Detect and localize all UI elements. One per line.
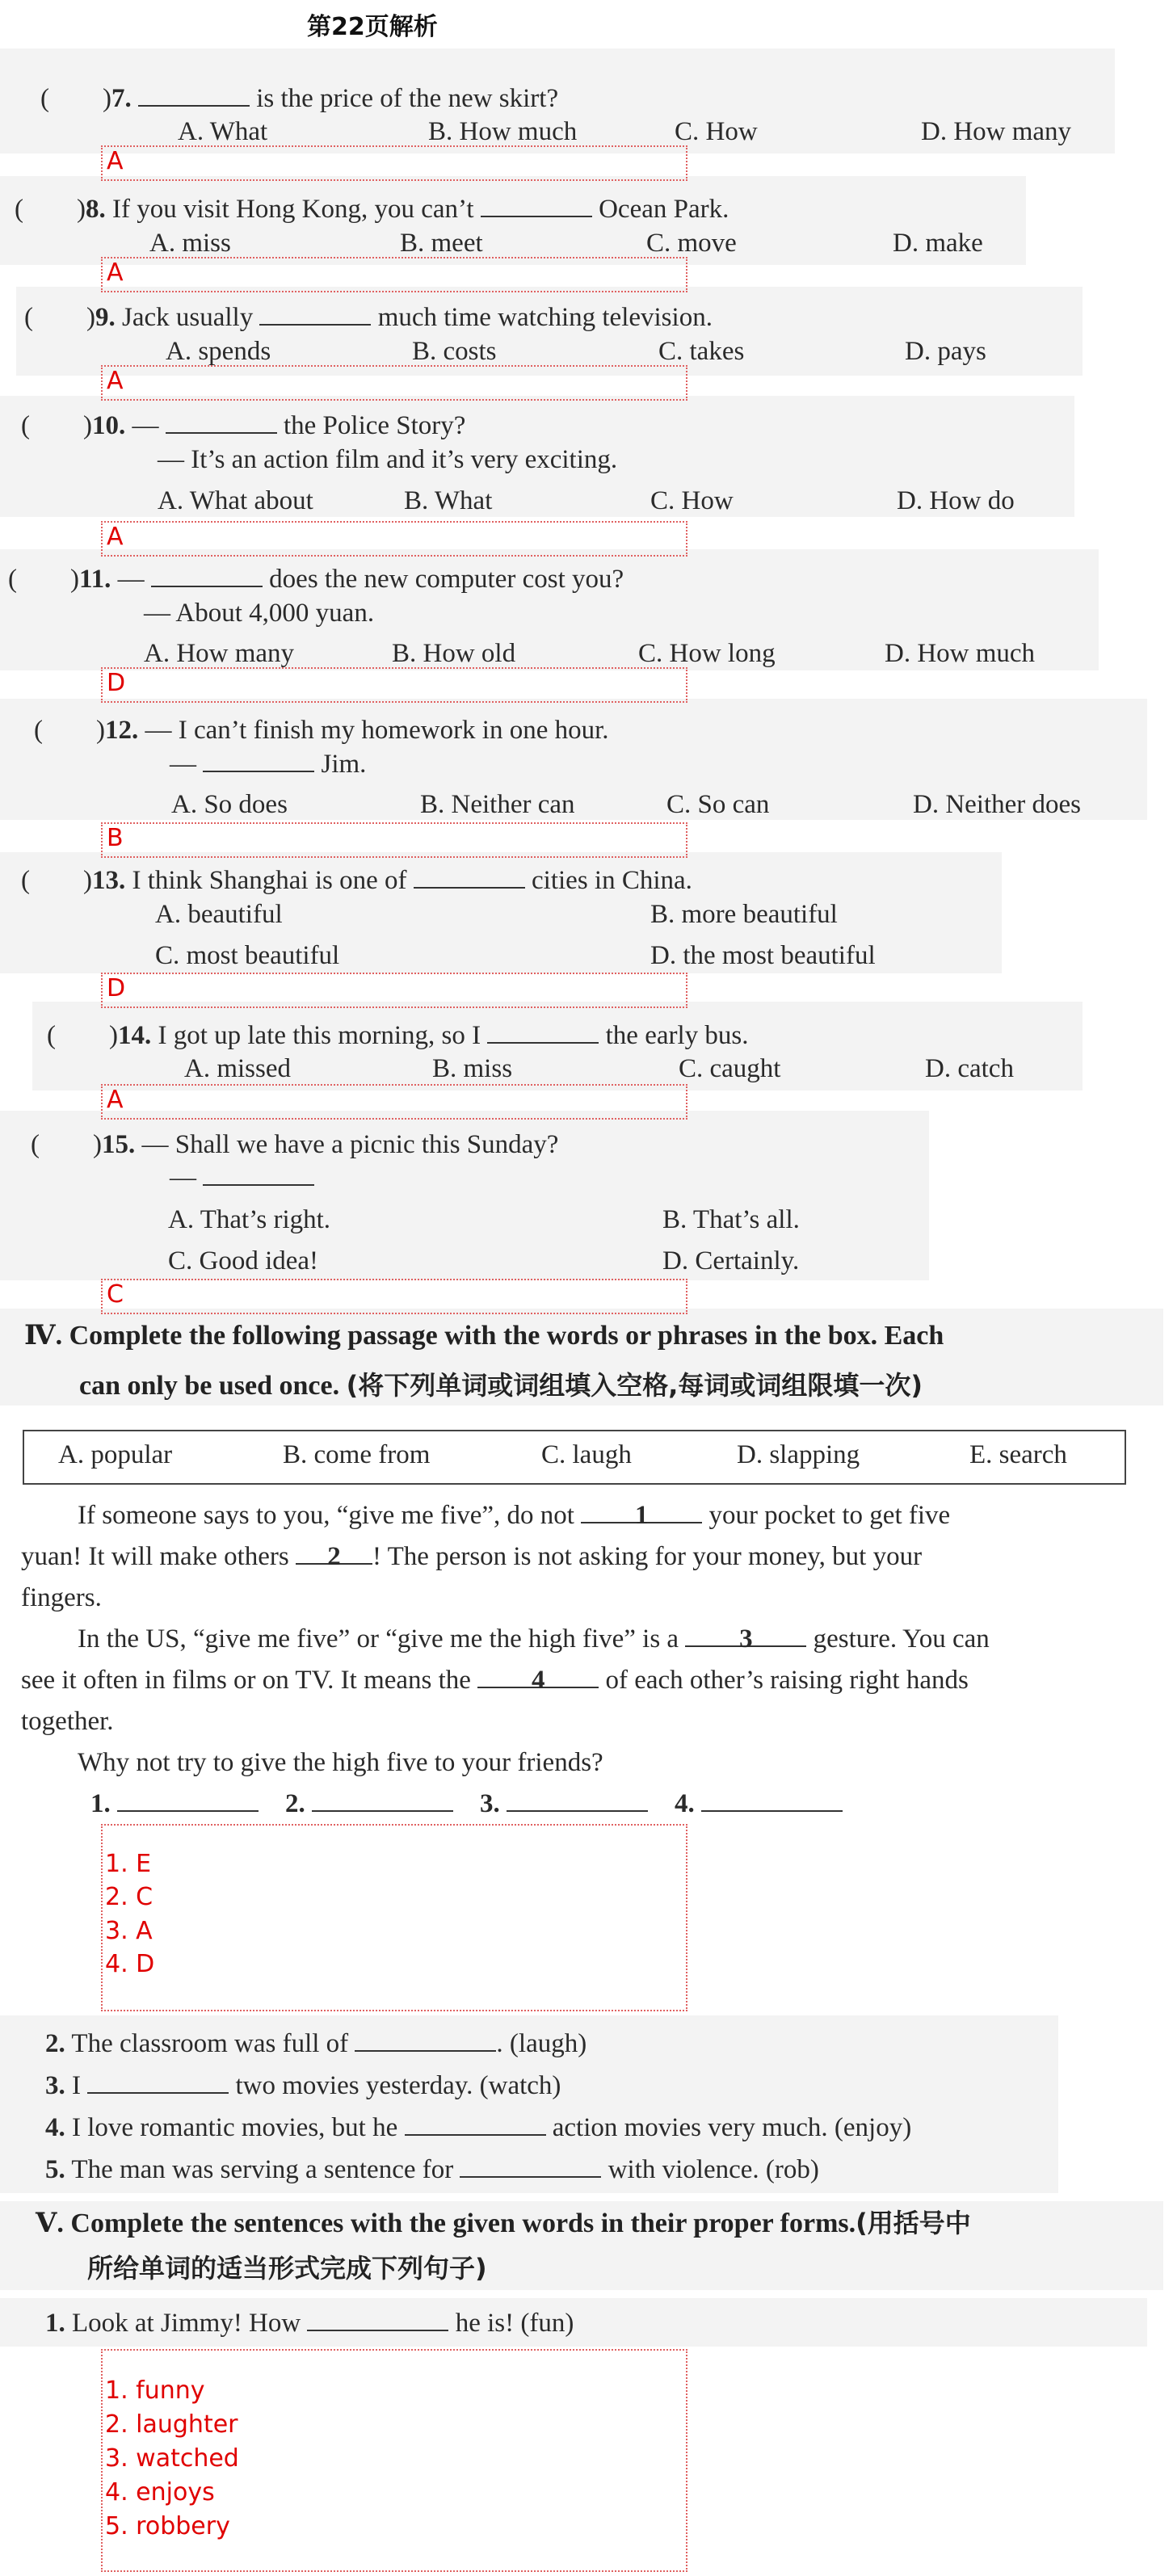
- passage-line: Why not try to give the high five to your friends?: [78, 1748, 603, 1777]
- question-stem: the early bus.: [605, 1021, 749, 1050]
- option: B. more beautiful: [650, 900, 838, 929]
- option: D. Certainly.: [662, 1246, 800, 1275]
- passage-text: ! The person is not asking for your money, but your: [372, 1542, 923, 1571]
- answer-box: [101, 1279, 687, 1314]
- answer-blank: [203, 1163, 314, 1186]
- question-number: 10: [91, 411, 119, 440]
- option: C. Good idea!: [168, 1246, 319, 1275]
- section-heading-cn: (用括号中: [856, 2208, 971, 2238]
- blank-number: 2: [327, 1542, 341, 1571]
- option: C. takes: [658, 337, 745, 366]
- question-stem-pre: I got up late this morning, so I: [158, 1021, 481, 1050]
- option: C. How long: [638, 639, 776, 668]
- option: C. most beautiful: [155, 941, 340, 970]
- answer-text: A: [107, 523, 124, 551]
- blank-number: 4: [531, 1666, 545, 1695]
- item-text: two movies yesterday. (watch): [235, 2071, 561, 2100]
- answer-box: [101, 667, 687, 703]
- answer-text: 5. robbery: [105, 2512, 230, 2540]
- question-11: ( )11. — does the new computer cost you?: [8, 565, 624, 594]
- question-number: 11: [78, 565, 105, 594]
- passage-line: [78, 1501, 950, 1531]
- option: B. That’s all.: [662, 1205, 800, 1234]
- option: A. miss: [149, 229, 231, 258]
- section-numeral: Ⅳ.: [24, 1321, 63, 1351]
- question-number: 13: [91, 866, 119, 895]
- question-number: 15: [101, 1130, 128, 1159]
- question-stem: — Shall we have a picnic this Sunday?: [141, 1130, 559, 1159]
- answer-blank: [481, 195, 592, 217]
- answer-box: [101, 145, 687, 181]
- question-12: ( )12. — I can’t finish my homework in one hour.: [34, 716, 609, 745]
- page-title: 第22页解析: [307, 13, 438, 41]
- question-number: 14: [117, 1021, 145, 1050]
- option: B. meet: [400, 229, 483, 258]
- question-stem: does the new computer cost you?: [269, 565, 624, 594]
- answer-text: 4. enjoys: [105, 2478, 215, 2507]
- sentence-item: [45, 2309, 574, 2339]
- option: C. move: [646, 229, 737, 258]
- answer-text: 2. C: [105, 1883, 153, 1911]
- answer-blank: [87, 2071, 229, 2094]
- answer-box: [101, 257, 687, 292]
- passage-line: [21, 1666, 969, 1696]
- word-box-item: D. slapping: [737, 1440, 860, 1469]
- question-reply-line: — Jim.: [170, 750, 367, 779]
- passage-line: [78, 1624, 990, 1654]
- paren: ( ): [21, 411, 92, 440]
- question-stem: cities in China.: [532, 866, 692, 895]
- answer-box: [101, 521, 687, 557]
- answer-text: 2. laughter: [105, 2410, 238, 2439]
- answer-box: [101, 973, 687, 1008]
- word-box-item: B. come from: [283, 1440, 431, 1469]
- question-15: ( )15. — Shall we have a picnic this Sunday?: [31, 1130, 559, 1159]
- paren: ( ): [40, 84, 111, 113]
- option: C. So can: [666, 790, 770, 819]
- word-box-item: E. search: [969, 1440, 1067, 1469]
- option: A. So does: [171, 790, 288, 819]
- passage-text: your pocket to get five: [708, 1501, 951, 1530]
- option: D. pays: [905, 337, 986, 366]
- answer-blank: [507, 1789, 648, 1812]
- option: B. Neither can: [420, 790, 575, 819]
- passage-line: together.: [21, 1707, 114, 1736]
- word-box-item: C. laugh: [541, 1440, 632, 1469]
- answer-blank: [701, 1789, 843, 1812]
- question-stem-pre: Jack usually: [121, 303, 254, 332]
- question-stem: Ocean Park.: [599, 195, 729, 224]
- option: D. How many: [921, 117, 1072, 146]
- paren: ( ): [34, 716, 105, 745]
- option: D. How do: [897, 486, 1015, 515]
- answer-text: C: [107, 1280, 124, 1309]
- question-10: ( )10. — the Police Story?: [21, 411, 466, 440]
- answer-blank: [138, 84, 250, 107]
- blank-label: 1.: [90, 1789, 111, 1818]
- option: D. How much: [885, 639, 1036, 668]
- paren: ( ): [47, 1021, 118, 1050]
- answer-blank: [312, 1789, 453, 1812]
- option: B. How much: [428, 117, 578, 146]
- option: A. missed: [184, 1054, 291, 1083]
- word-box-item: A. popular: [58, 1440, 173, 1469]
- question-stem: — I can’t finish my homework in one hour.: [145, 716, 609, 745]
- section-heading-text: Complete the sentences with the given words in their proper forms.: [70, 2208, 856, 2238]
- option: A. That’s right.: [168, 1205, 331, 1234]
- paren: ( ): [24, 303, 95, 332]
- answer-blank: [355, 2029, 496, 2052]
- item-text: with violence. (rob): [608, 2155, 819, 2184]
- paren: ( ): [21, 866, 92, 895]
- question-9: ( )9. Jack usually much time watching television.: [24, 303, 713, 332]
- question-stem: much time watching television.: [377, 303, 713, 332]
- section-heading-text: Complete the following passage with the words or phrases in the box. Each: [69, 1321, 944, 1351]
- item-number: 5.: [45, 2155, 65, 2184]
- answer-text: A: [107, 367, 124, 395]
- passage-text: of each other’s raising right hands: [605, 1666, 969, 1695]
- question-stem: is the price of the new skirt?: [256, 84, 559, 113]
- option: D. Neither does: [913, 790, 1082, 819]
- answer-blank: [414, 866, 525, 889]
- answer-blank: [460, 2155, 601, 2178]
- answer-text: D: [107, 974, 126, 1002]
- blank-label: 3.: [480, 1789, 500, 1818]
- answer-box: [101, 1084, 687, 1120]
- question-number: 8: [85, 195, 99, 224]
- option: D. the most beautiful: [650, 941, 876, 970]
- question-8: ( )8. If you visit Hong Kong, you can’t Ocean Park.: [15, 195, 729, 224]
- option: C. caught: [679, 1054, 781, 1083]
- answer-blank: [405, 2113, 546, 2136]
- option: A. beautiful: [155, 900, 283, 929]
- blank-label: 2.: [285, 1789, 305, 1818]
- item-text: The classroom was full of: [71, 2029, 349, 2058]
- question-reply-line: —: [170, 1163, 314, 1193]
- section-heading-cn: (将下列单词或词组填入空格,每词或词组限填一次): [346, 1370, 923, 1401]
- section-numeral: Ⅴ.: [36, 2208, 64, 2238]
- item-text: I: [72, 2071, 81, 2100]
- question-number: 7: [111, 84, 125, 113]
- passage-text: gesture. You can: [813, 1624, 990, 1654]
- sentence-item: [45, 2029, 586, 2059]
- item-number: 1.: [45, 2309, 65, 2338]
- answer-text: 3. watched: [105, 2444, 239, 2473]
- item-text: I love romantic movies, but he: [72, 2113, 398, 2142]
- answer-blank: [166, 411, 277, 434]
- answer-blank: [117, 1789, 259, 1812]
- answer-box: [101, 1824, 687, 2011]
- paren: ( ): [8, 565, 79, 594]
- passage-text: If someone says to you, “give me five”, do not: [78, 1501, 574, 1530]
- option: A. What: [178, 117, 268, 146]
- option: D. catch: [925, 1054, 1014, 1083]
- sentence-item: [45, 2155, 819, 2185]
- option: C. How: [650, 486, 734, 515]
- answer-blank: [259, 303, 371, 326]
- section-heading-text: can only be used once.: [79, 1371, 340, 1401]
- answer-text: A: [107, 147, 124, 175]
- passage-blank: [296, 1542, 372, 1571]
- question-number: 12: [104, 716, 132, 745]
- answer-blank-row: [90, 1789, 843, 1819]
- passage-line: fingers.: [21, 1583, 102, 1612]
- blank-label: 4.: [675, 1789, 695, 1818]
- answer-box: [101, 365, 687, 401]
- option: A. spends: [166, 337, 271, 366]
- answer-text: A: [107, 258, 124, 287]
- option: B. miss: [432, 1054, 513, 1083]
- paren: ( ): [15, 195, 86, 224]
- answer-blank: [487, 1021, 599, 1044]
- passage-line: [21, 1542, 922, 1572]
- item-text: action movies very much. (enjoy): [552, 2113, 912, 2142]
- option: B. How old: [392, 639, 516, 668]
- passage-text: yuan! It will make others: [21, 1542, 289, 1571]
- question-14: ( )14. I got up late this morning, so I the early bus.: [47, 1021, 749, 1050]
- passage-text: see it often in films or on TV. It means the: [21, 1666, 471, 1695]
- blank-number: 1: [634, 1501, 649, 1530]
- question-7: ( )7. is the price of the new skirt?: [40, 84, 559, 113]
- answer-text: 1. funny: [105, 2376, 205, 2405]
- item-text: Look at Jimmy! How: [72, 2309, 301, 2338]
- blank-number: 3: [739, 1624, 753, 1654]
- section-5-heading: [36, 2203, 971, 2240]
- question-stem-pre: I think Shanghai is one of: [132, 866, 407, 895]
- option: C. How: [675, 117, 758, 146]
- question-13: ( )13. I think Shanghai is one of cities in China.: [21, 866, 692, 895]
- option: A. How many: [144, 639, 295, 668]
- answer-text: D: [107, 669, 126, 697]
- answer-text: B: [107, 824, 124, 852]
- answer-blank: [307, 2309, 448, 2331]
- answer-box: [101, 822, 687, 858]
- item-number: 2.: [45, 2029, 65, 2058]
- paren: ( ): [31, 1130, 102, 1159]
- item-number: 4.: [45, 2113, 65, 2142]
- section-4-heading-line2: [79, 1365, 923, 1402]
- passage-blank: [477, 1666, 599, 1695]
- option: A. What about: [158, 486, 313, 515]
- answer-text: 3. A: [105, 1917, 153, 1945]
- question-reply: Jim.: [321, 750, 367, 779]
- question-stem: the Police Story?: [283, 411, 466, 440]
- item-text: The man was serving a sentence for: [71, 2155, 454, 2184]
- question-stem-pre: If you visit Hong Kong, you can’t: [111, 195, 474, 224]
- passage-text: In the US, “give me five” or “give me the high five” is a: [78, 1624, 679, 1654]
- option: B. What: [404, 486, 493, 515]
- answer-text: 1. E: [105, 1850, 152, 1878]
- answer-text: A: [107, 1086, 124, 1114]
- item-text: he is! (fun): [455, 2309, 574, 2338]
- answer-text: 4. D: [105, 1950, 155, 1978]
- item-number: 3.: [45, 2071, 65, 2100]
- option: B. costs: [412, 337, 497, 366]
- passage-blank: [581, 1501, 702, 1530]
- sentence-item: [45, 2071, 561, 2101]
- section-5-heading-line2: 所给单词的适当形式完成下列句子): [87, 2253, 487, 2284]
- answer-blank: [151, 565, 263, 587]
- item-text: . (laugh): [496, 2029, 587, 2058]
- question-reply: — It’s an action film and it’s very exciting.: [158, 445, 618, 474]
- question-reply: — About 4,000 yuan.: [144, 599, 375, 628]
- question-number: 9: [95, 303, 109, 332]
- sentence-item: [45, 2113, 911, 2143]
- section-4-heading: [24, 1319, 944, 1351]
- answer-blank: [203, 750, 314, 772]
- passage-blank: [685, 1624, 806, 1654]
- option: D. make: [893, 229, 983, 258]
